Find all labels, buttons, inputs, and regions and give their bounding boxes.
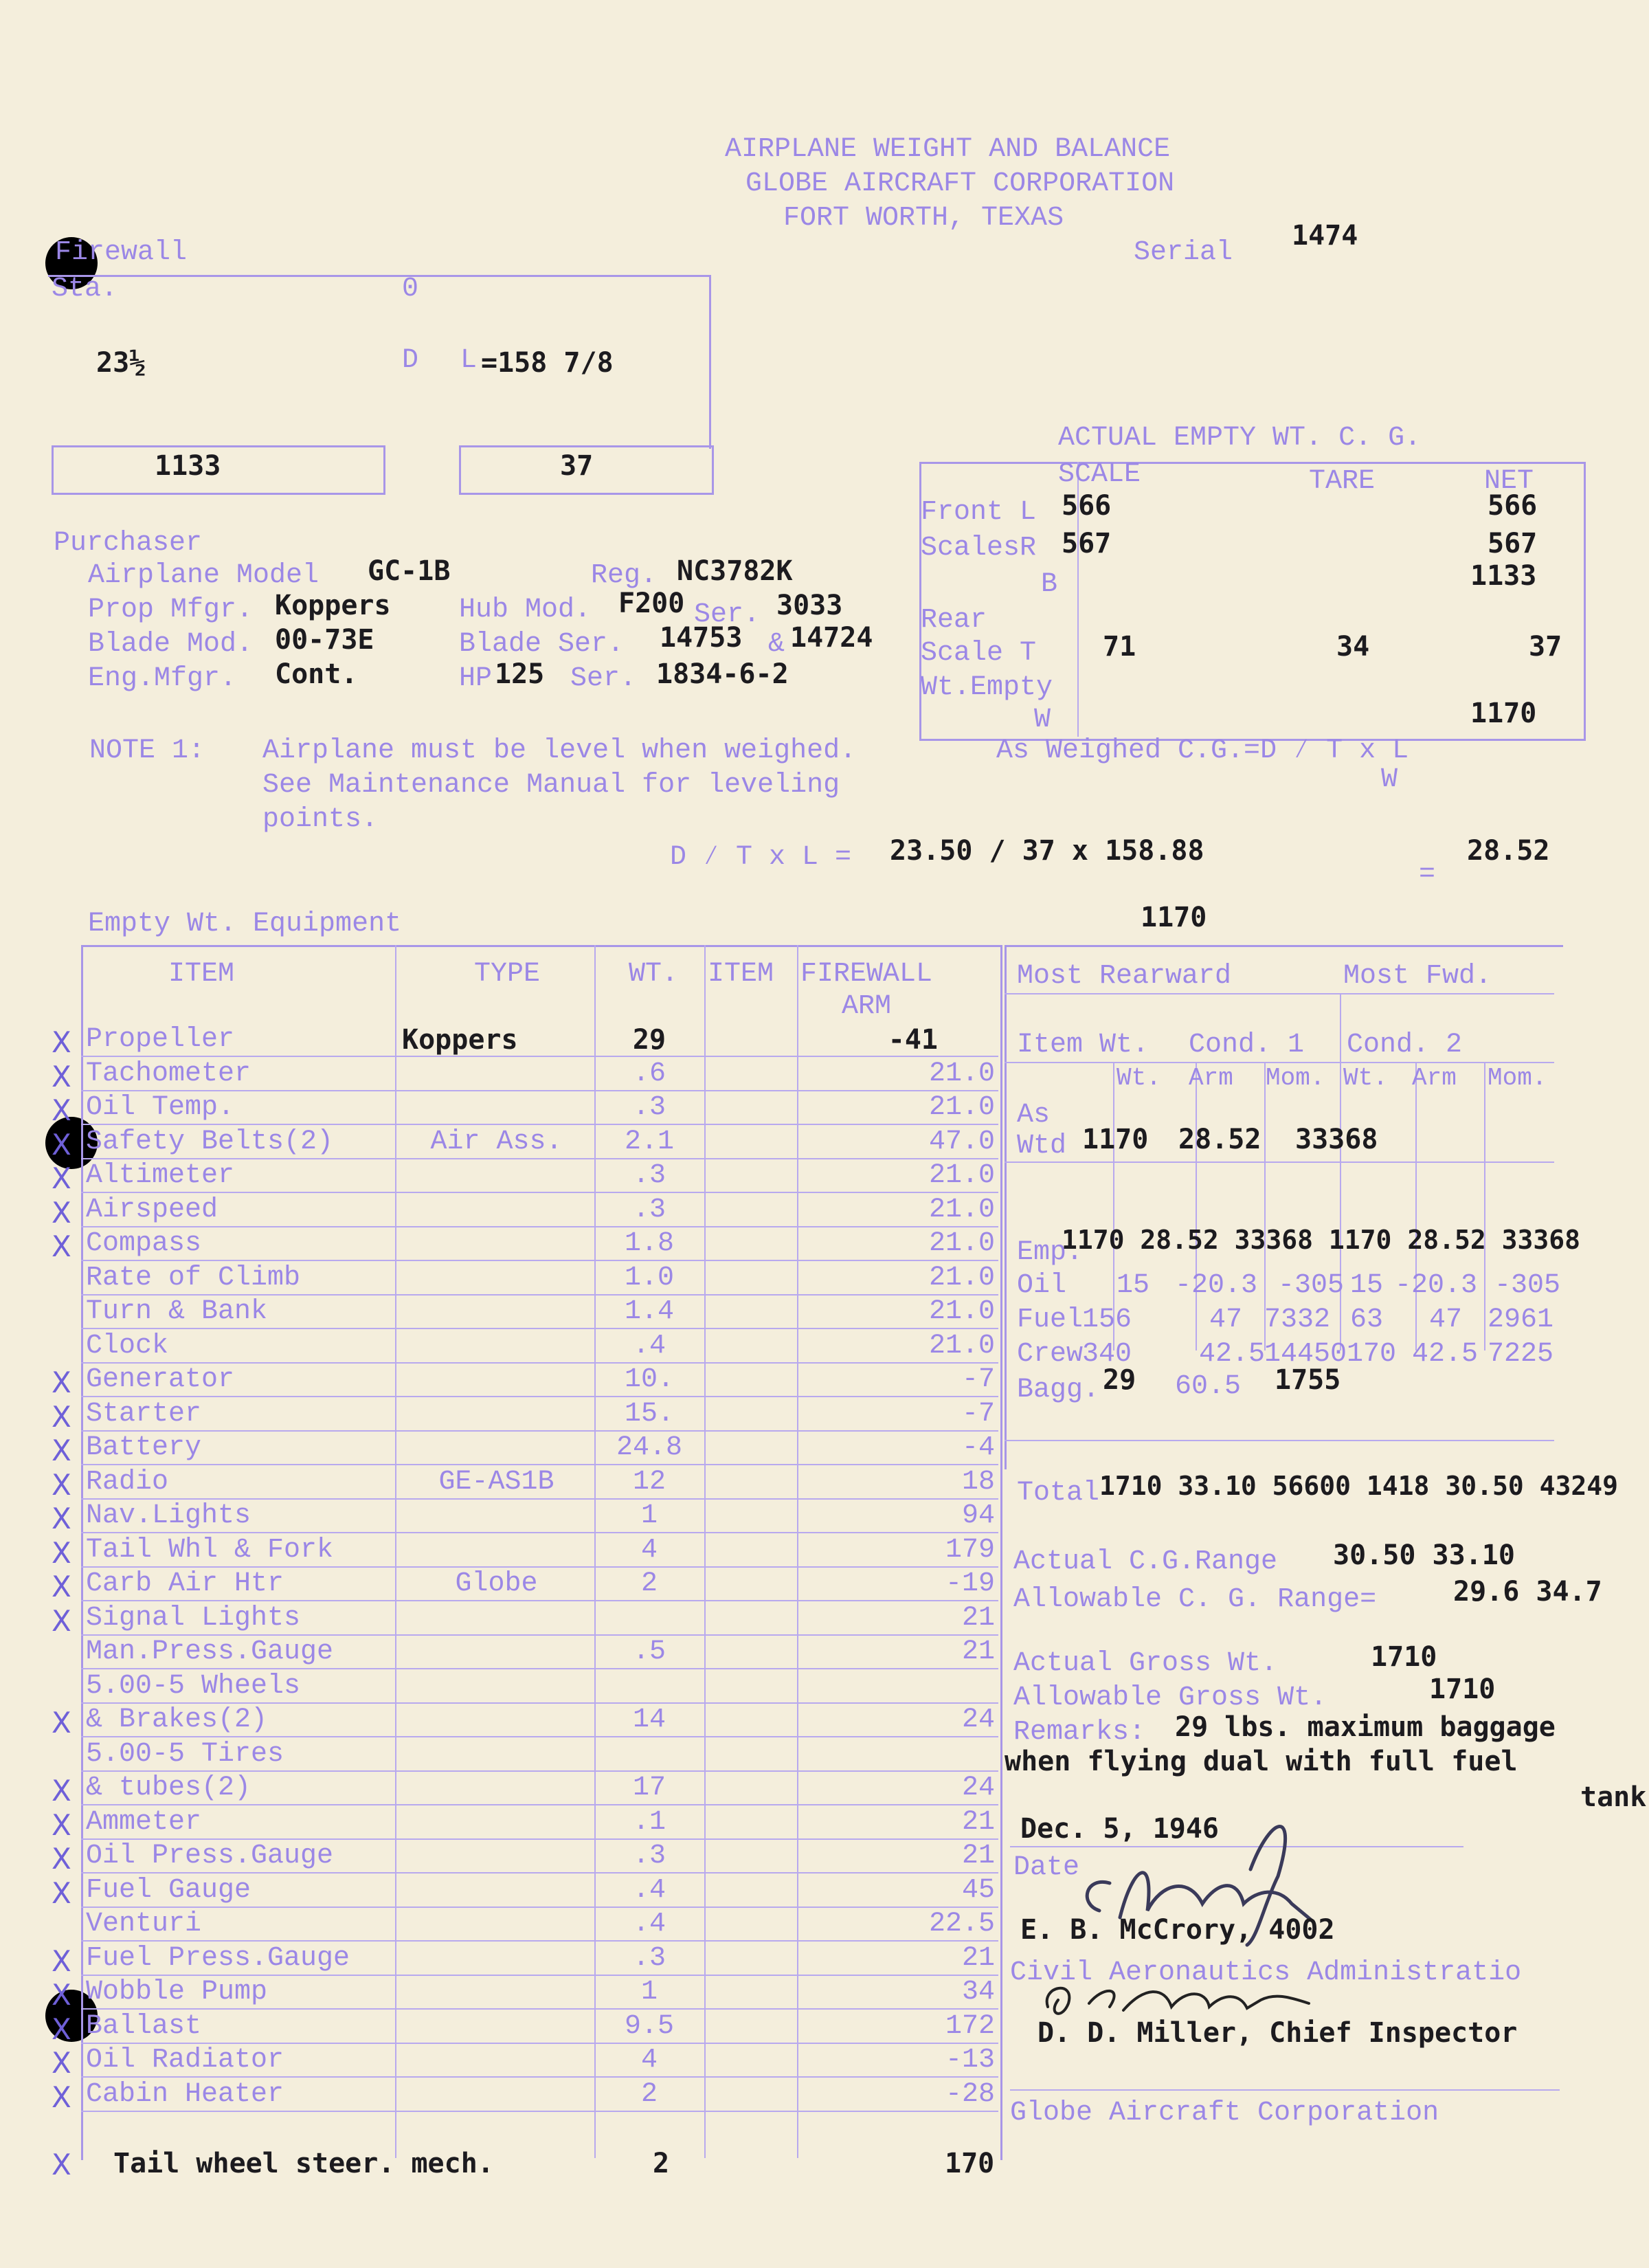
- equipment-wt: 12: [632, 1467, 666, 1498]
- allow-range: 29.6 34.7: [1453, 1576, 1602, 1608]
- t-tare: 34: [1336, 631, 1370, 663]
- blade-label: Blade Mod.: [88, 629, 254, 660]
- hub-label: Hub Mod.: [459, 594, 592, 625]
- as-mom: 33368: [1295, 1124, 1378, 1155]
- note-line-1: Airplane must be level when weighed.: [262, 735, 857, 766]
- check-mark: X: [52, 1196, 71, 1230]
- check-mark: X: [52, 1536, 71, 1570]
- equipment-item: & tubes(2): [86, 1772, 251, 1803]
- equipment-arm: 21.0: [928, 1228, 995, 1259]
- equipment-wt: .5: [632, 1636, 666, 1667]
- prop-label: Prop Mfgr.: [88, 594, 254, 625]
- cg-formula: As Weighed C.G.=D ∕ T x L: [996, 735, 1409, 766]
- remarks-line-3: tank: [1580, 1781, 1647, 1813]
- calc-left: D ∕ T x L =: [670, 842, 852, 873]
- equipment-item: Turn & Bank: [86, 1296, 268, 1327]
- eng-ser-label: Ser.: [570, 663, 637, 694]
- check-mark: X: [52, 1978, 71, 2012]
- empty-cg-r-front: Front L: [921, 497, 1037, 528]
- check-mark: X: [52, 2148, 71, 2181]
- loading-h-arm2: Arm: [1412, 1064, 1457, 1092]
- check-mark: X: [52, 1128, 71, 1161]
- allow-range-label: Allowable C. G. Range=: [1013, 1584, 1377, 1615]
- signer-1: E. B. McCrory, 4002: [1020, 1914, 1335, 1946]
- equipment-item: Oil Press.Gauge: [86, 1841, 334, 1871]
- loading-h-wt2: Wt.: [1343, 1064, 1388, 1092]
- calc-denominator: 1170: [1141, 902, 1207, 933]
- remarks-label: Remarks:: [1013, 1717, 1146, 1748]
- header-title-1: AIRPLANE WEIGHT AND BALANCE: [725, 134, 1171, 165]
- blade-value: 00-73E: [275, 624, 374, 656]
- equipment-item: & Brakes(2): [86, 1704, 268, 1735]
- equipment-wt: .3: [632, 1092, 666, 1123]
- equipment-wt: .4: [632, 1875, 666, 1906]
- check-mark: X: [52, 1876, 71, 1910]
- equipment-item: Man.Press.Gauge: [86, 1636, 334, 1667]
- equipment-h-item: ITEM: [168, 959, 235, 990]
- check-mark: X: [52, 2046, 71, 2080]
- check-mark: X: [52, 1468, 71, 1502]
- t-value: 37: [560, 450, 594, 482]
- fuel-wt1: 156: [1082, 1304, 1132, 1335]
- emp-label: Emp.: [1017, 1237, 1084, 1268]
- blade-ser-separator: &: [768, 629, 785, 660]
- loading-h-fwd: Most Fwd.: [1343, 961, 1492, 992]
- bagg-mom1: 1755: [1275, 1364, 1341, 1396]
- empty-cg-r-b: B: [1041, 569, 1058, 600]
- allow-gross: 1710: [1429, 1674, 1496, 1705]
- equipment-arm: -19: [945, 1568, 995, 1599]
- as-wt: 1170: [1082, 1124, 1149, 1155]
- calc-eq: =: [1419, 859, 1436, 890]
- equipment-item: Oil Radiator: [86, 2045, 284, 2076]
- check-mark: X: [52, 1366, 71, 1399]
- oil-mom1: -305: [1278, 1270, 1345, 1301]
- calc-values: 23.50 ∕ 37 x 158.88: [890, 835, 1204, 867]
- l-label: L: [460, 345, 478, 376]
- crew-arm1: 42.5: [1199, 1339, 1266, 1370]
- equipment-arm: 18: [961, 1467, 995, 1498]
- equipment-wt: 2: [640, 1568, 658, 1599]
- note-label: NOTE 1:: [89, 735, 205, 766]
- as-label-1: As: [1017, 1100, 1051, 1131]
- bagg-label: Bagg.: [1017, 1375, 1100, 1405]
- firewall-label: Firewall: [55, 237, 188, 268]
- oil-label: Oil: [1017, 1270, 1067, 1301]
- empty-cg-r-rear: Rear: [921, 605, 987, 636]
- as-label-2: Wtd: [1017, 1131, 1067, 1161]
- check-mark: X: [52, 1161, 71, 1195]
- empty-cg-title: ACTUAL EMPTY WT. C. G.: [1058, 423, 1422, 454]
- equipment-arm: 172: [945, 2011, 995, 2042]
- oil-wt2: 15: [1350, 1270, 1384, 1301]
- date-label: Date: [1013, 1852, 1080, 1883]
- ser-label: Ser.: [694, 599, 761, 630]
- scales-net: 567: [1488, 528, 1538, 559]
- equipment-h-item2: ITEM: [708, 959, 774, 990]
- equipment-wt: 1: [640, 1977, 658, 2008]
- equipment-wt: .4: [632, 1909, 666, 1939]
- equipment-arm: 21: [961, 1807, 995, 1838]
- prop-value: Koppers: [275, 590, 391, 621]
- equipment-type: Air Ass.: [430, 1126, 563, 1157]
- equipment-item: Wobble Pump: [86, 1977, 268, 2008]
- purchaser-label: Purchaser: [54, 528, 203, 559]
- equipment-arm: 24: [961, 1772, 995, 1803]
- hub-value: F200: [618, 588, 685, 619]
- equipment-wt: 29: [632, 1024, 666, 1056]
- blade-ser-2: 14724: [790, 622, 873, 654]
- blade-ser-label: Blade Ser.: [459, 629, 625, 660]
- equipment-wt: 17: [632, 1772, 666, 1803]
- check-mark: X: [52, 1842, 71, 1876]
- equipment-wt: 2.1: [624, 1126, 674, 1157]
- oil-wt1: 15: [1117, 1270, 1150, 1301]
- equipment-title: Empty Wt. Equipment: [88, 909, 402, 940]
- firewall-zero: 0: [402, 274, 419, 304]
- equipment-arm: -4: [961, 1432, 995, 1463]
- oil-mom2: -305: [1494, 1270, 1561, 1301]
- equipment-wt: .3: [632, 1943, 666, 1974]
- equipment-item: Propeller: [86, 1024, 235, 1055]
- equipment-item: Altimeter: [86, 1160, 235, 1191]
- equipment-item: 5.00-5 Wheels: [86, 1671, 301, 1702]
- crew-wt1: 340: [1082, 1339, 1132, 1370]
- equipment-wt: 10.: [624, 1364, 674, 1395]
- equipment-item: Cabin Heater: [86, 2079, 284, 2110]
- ser-value: 3033: [776, 590, 843, 621]
- equipment-arm: 21.0: [928, 1331, 995, 1361]
- loading-h-cond2: Cond. 2: [1347, 1030, 1463, 1060]
- equipment-wt: 4: [640, 2045, 658, 2076]
- fuel-arm1: 47: [1209, 1304, 1243, 1335]
- equipment-wt: 1.0: [624, 1263, 674, 1293]
- calc-result: 28.52: [1467, 835, 1550, 867]
- equipment-item: Tail Whl & Fork: [86, 1535, 334, 1566]
- equipment-wt: 14: [632, 1704, 666, 1735]
- check-mark: X: [52, 1604, 71, 1638]
- loading-h-mom2: Mom.: [1488, 1064, 1547, 1092]
- equipment-arm: 21.0: [928, 1058, 995, 1089]
- header-title-3: FORT WORTH, TEXAS: [783, 203, 1064, 234]
- check-mark: X: [52, 2080, 71, 2114]
- actual-range: 30.50 33.10: [1333, 1539, 1515, 1571]
- equipment-arm: 21.0: [928, 1263, 995, 1293]
- fuel-mom1: 7332: [1264, 1304, 1331, 1335]
- equipment-type: Koppers: [402, 1024, 518, 1056]
- crew-mom1: 14450: [1264, 1339, 1347, 1370]
- equipment-item: Tachometer: [86, 1058, 251, 1089]
- scales-scale: 567: [1062, 528, 1112, 559]
- fuel-label: Fuel: [1017, 1304, 1084, 1335]
- actual-gross-label: Actual Gross Wt.: [1013, 1648, 1278, 1679]
- crew-mom2: 7225: [1488, 1339, 1554, 1370]
- check-mark: X: [52, 1230, 71, 1263]
- check-mark: X: [52, 1706, 71, 1739]
- equipment-arm: 24: [961, 1704, 995, 1735]
- check-mark: X: [52, 1093, 71, 1127]
- model-label: Airplane Model: [88, 560, 319, 591]
- equipment-wt: .1: [632, 1807, 666, 1838]
- signer-2: D. D. Miller, Chief Inspector: [1037, 2017, 1518, 2049]
- oil-arm2: -20.3: [1395, 1270, 1478, 1301]
- equipment-item: Radio: [86, 1467, 169, 1498]
- equipment-item: Clock: [86, 1331, 169, 1361]
- d-label: D: [402, 345, 419, 376]
- check-mark: X: [52, 1060, 71, 1093]
- equipment-arm: 21.0: [928, 1296, 995, 1327]
- equipment-item: Fuel Gauge: [86, 1875, 251, 1906]
- note-line-2: See Maintenance Manual for leveling: [262, 770, 840, 801]
- company-label: Globe Aircraft Corporation: [1010, 2098, 1439, 2128]
- serial-value: 1474: [1292, 220, 1358, 252]
- equipment-item: Signal Lights: [86, 1603, 301, 1634]
- empty-cg-r-scale-t: Scale T: [921, 638, 1037, 669]
- serial-label: Serial: [1134, 237, 1233, 268]
- bagg-wt1: 29: [1103, 1364, 1136, 1396]
- equipment-wt: .6: [632, 1058, 666, 1089]
- equipment-wt: 4: [640, 1535, 658, 1566]
- eng-value: Cont.: [275, 658, 358, 690]
- t-scale: 71: [1103, 631, 1136, 663]
- equipment-item: Starter: [86, 1399, 202, 1430]
- actual-gross: 1710: [1371, 1641, 1437, 1673]
- equipment-arm: 45: [961, 1875, 995, 1906]
- equipment-type: GE-AS1B: [438, 1467, 554, 1498]
- check-mark: X: [52, 1944, 71, 1978]
- blade-ser-1: 14753: [660, 622, 743, 654]
- total-values: 1710 33.10 56600 1418 30.50 43249: [1099, 1471, 1618, 1501]
- equipment-arm: 21.0: [928, 1160, 995, 1191]
- empty-cg-h-scale: SCALE: [1058, 459, 1141, 490]
- equipment-wt: 24.8: [616, 1432, 682, 1463]
- equipment-wt: 1.8: [624, 1228, 674, 1259]
- note-line-3: points.: [262, 804, 379, 835]
- equipment-wt: 1.4: [624, 1296, 674, 1327]
- remarks-line-1: 29 lbs. maximum baggage: [1175, 1711, 1556, 1743]
- check-mark: X: [52, 1774, 71, 1808]
- equipment-wt: 2: [640, 2079, 658, 2110]
- b-net: 1133: [1470, 560, 1537, 592]
- last-item: Tail wheel steer. mech.: [113, 2148, 494, 2179]
- sta-label: Sta.: [52, 274, 118, 304]
- equipment-type: Globe: [455, 1568, 538, 1599]
- equipment-item: Airspeed: [86, 1194, 218, 1225]
- equipment-arm: 34: [961, 1977, 995, 2008]
- equipment-h-arm2: ARM: [842, 991, 892, 1022]
- equipment-h-type: TYPE: [474, 959, 541, 990]
- equipment-item: Oil Temp.: [86, 1092, 235, 1123]
- allow-gross-label: Allowable Gross Wt.: [1013, 1682, 1327, 1713]
- equipment-item: Ballast: [86, 2011, 202, 2042]
- equipment-item: Generator: [86, 1364, 235, 1395]
- hp-label: HP: [459, 663, 493, 694]
- l-value: =158 7/8: [481, 347, 614, 379]
- equipment-arm: 22.5: [928, 1909, 995, 1939]
- equipment-arm: -7: [961, 1364, 995, 1395]
- equipment-arm: -13: [945, 2045, 995, 2076]
- equipment-arm: -41: [888, 1024, 938, 1056]
- hp-value: 125: [495, 658, 545, 690]
- equipment-wt: 9.5: [624, 2011, 674, 2042]
- fuel-mom2: 2961: [1488, 1304, 1554, 1335]
- crew-arm2: 42.5: [1412, 1339, 1479, 1370]
- remarks-line-2: when flying dual with full fuel: [1005, 1746, 1518, 1777]
- t-net: 37: [1529, 631, 1562, 663]
- loading-h-arm1: Arm: [1189, 1064, 1233, 1092]
- emp-values: 1170 28.52 33368 1170 28.52 33368: [1062, 1225, 1580, 1255]
- reg-label: Reg.: [591, 560, 658, 591]
- equipment-arm: -7: [961, 1399, 995, 1430]
- front-scale: 566: [1062, 490, 1112, 522]
- check-mark: X: [52, 1025, 71, 1059]
- as-arm: 28.52: [1178, 1124, 1261, 1155]
- equipment-item: 5.00-5 Tires: [86, 1739, 284, 1770]
- check-mark: X: [52, 1502, 71, 1535]
- crew-label: Crew: [1017, 1339, 1084, 1370]
- equipment-item: Venturi: [86, 1909, 202, 1939]
- check-mark: X: [52, 1570, 71, 1603]
- model-value: GC-1B: [368, 555, 451, 587]
- bagg-arm1: 60.5: [1175, 1371, 1242, 1402]
- empty-cg-r-wt-empty: Wt.Empty: [921, 672, 1053, 703]
- oil-arm1: -20.3: [1175, 1270, 1258, 1301]
- equipment-item: Ammeter: [86, 1807, 202, 1838]
- actual-range-label: Actual C.G.Range: [1013, 1546, 1278, 1577]
- equipment-arm: 179: [945, 1535, 995, 1566]
- equipment-item: Compass: [86, 1228, 202, 1259]
- equipment-arm: 47.0: [928, 1126, 995, 1157]
- equipment-h-arm1: FIREWALL: [800, 959, 933, 990]
- total-label: Total: [1017, 1478, 1100, 1509]
- d-value: 23½: [96, 347, 146, 379]
- header-title-2: GLOBE AIRCRAFT CORPORATION: [745, 168, 1175, 199]
- equipment-wt: .3: [632, 1841, 666, 1871]
- equipment-wt: .3: [632, 1160, 666, 1191]
- loading-h-item-wt: Item Wt.: [1017, 1030, 1149, 1060]
- check-mark: X: [52, 2012, 71, 2046]
- check-mark: X: [52, 1434, 71, 1467]
- equipment-item: Rate of Climb: [86, 1263, 301, 1293]
- eng-ser-value: 1834-6-2: [656, 658, 789, 690]
- sign-date: Dec. 5, 1946: [1020, 1813, 1219, 1845]
- w-value: 1133: [155, 450, 221, 482]
- equipment-item: Nav.Lights: [86, 1500, 251, 1531]
- reg-value: NC3782K: [677, 555, 793, 587]
- equipment-item: Carb Air Htr: [86, 1568, 284, 1599]
- equipment-wt: .4: [632, 1331, 666, 1361]
- crew-wt2: 170: [1347, 1339, 1397, 1370]
- eng-label: Eng.Mfgr.: [88, 663, 237, 694]
- equipment-wt: 1: [640, 1500, 658, 1531]
- empty-cg-h-tare: TARE: [1309, 466, 1376, 497]
- check-mark: X: [52, 1400, 71, 1434]
- fuel-wt2: 63: [1350, 1304, 1384, 1335]
- equipment-item: Safety Belts(2): [86, 1126, 334, 1157]
- last-arm: 170: [945, 2148, 995, 2179]
- equipment-arm: 21: [961, 1636, 995, 1667]
- caa-label: Civil Aeronautics Administratio: [1010, 1957, 1522, 1988]
- last-wt: 2: [653, 2148, 670, 2179]
- w-net: 1170: [1470, 698, 1537, 729]
- equipment-arm: 21: [961, 1603, 995, 1634]
- equipment-item: Fuel Press.Gauge: [86, 1943, 350, 1974]
- equipment-wt: .3: [632, 1194, 666, 1225]
- loading-h-mom1: Mom.: [1266, 1064, 1325, 1092]
- equipment-arm: 21.0: [928, 1092, 995, 1123]
- equipment-arm: 94: [961, 1500, 995, 1531]
- empty-cg-r-w: W: [1034, 704, 1051, 735]
- empty-cg-r-scales: ScalesR: [921, 533, 1037, 564]
- cg-formula-w: W: [1381, 764, 1398, 795]
- fuel-arm2: 47: [1429, 1304, 1463, 1335]
- loading-h-wt1: Wt.: [1117, 1064, 1161, 1092]
- equipment-arm: -28: [945, 2079, 995, 2110]
- equipment-arm: 21: [961, 1841, 995, 1871]
- front-net: 566: [1488, 490, 1538, 522]
- equipment-wt: 15.: [624, 1399, 674, 1430]
- loading-h-rear: Most Rearward: [1017, 961, 1232, 992]
- equipment-h-wt: WT.: [629, 959, 679, 990]
- equipment-arm: 21: [961, 1943, 995, 1974]
- empty-cg-h-net: NET: [1484, 466, 1534, 497]
- check-mark: X: [52, 1808, 71, 1842]
- loading-h-cond1: Cond. 1: [1189, 1030, 1305, 1060]
- equipment-arm: 21.0: [928, 1194, 995, 1225]
- equipment-item: Battery: [86, 1432, 202, 1463]
